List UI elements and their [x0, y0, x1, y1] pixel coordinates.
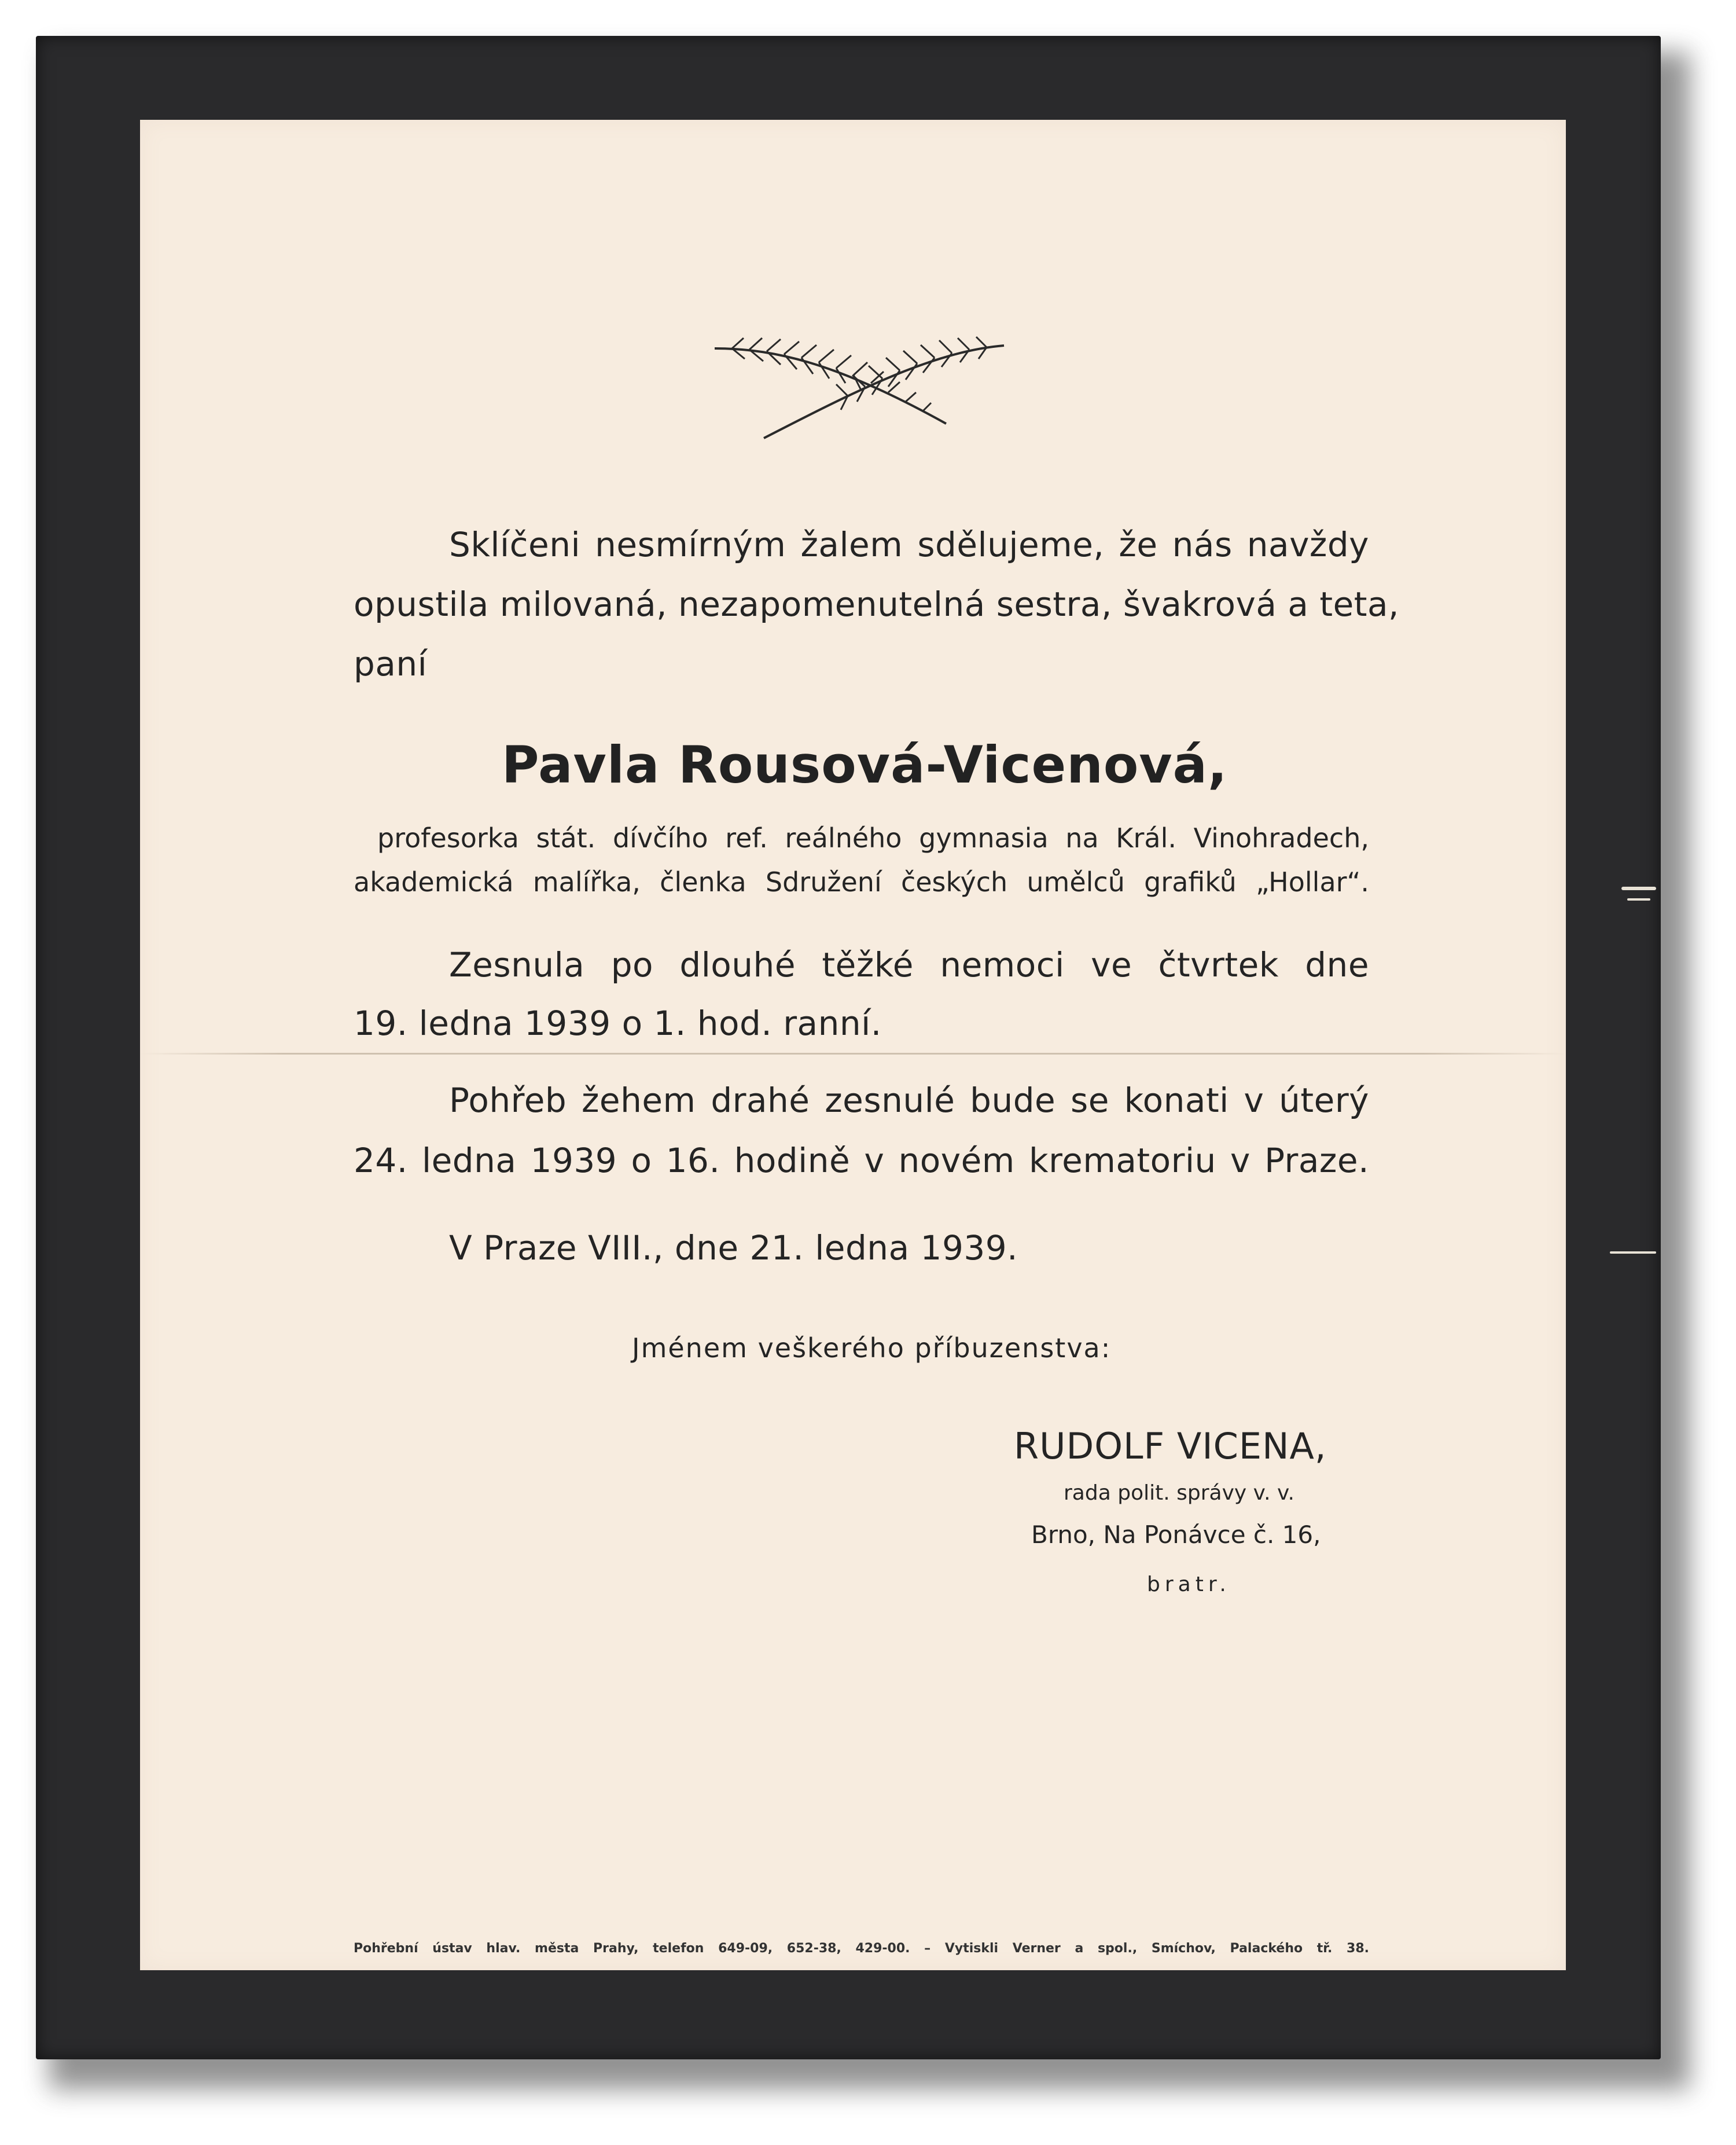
funeral-line-1: Pohřeb žehem drahé zesnulé bude se konati v úterý: [449, 1081, 1369, 1120]
intro-line-2: opustila milovaná, nezapomenutelná sestra, švakrová a teta,: [354, 585, 1399, 624]
deceased-name: Pavla Rousová-Vicenová,: [502, 735, 1228, 795]
signatory-relation: bratr.: [1147, 1573, 1231, 1596]
title-line-2: akademická malířka, členka Sdružení českých umělců grafiků „Hollar“.: [354, 866, 1369, 898]
title-line-1: profesorka stát. dívčího ref. reálného gymnasia na Král. Vinohradech,: [377, 822, 1369, 854]
intro-line-1: Sklíčeni nesmírným žalem sdělujeme, že nás navždy: [449, 525, 1369, 564]
paper-fold-line: [140, 1053, 1566, 1055]
signatory-address: Brno, Na Ponávce č. 16,: [1031, 1520, 1321, 1549]
death-line-1: Zesnula po dlouhé těžké nemoci ve čtvrtek dne: [449, 945, 1369, 985]
palm-fronds-icon: [709, 325, 1010, 441]
paper-tear-mark: [1621, 887, 1656, 890]
place-and-date: V Praze VIII., dne 21. ledna 1939.: [449, 1228, 1018, 1268]
intro-line-3: paní: [354, 644, 428, 684]
funeral-line-2: 24. ledna 1939 o 16. hodině v novém krematoriu v Praze.: [354, 1141, 1369, 1180]
printer-footer: Pohřební ústav hlav. města Prahy, telefon 649-09, 652-38, 429-00. – Vytiskli Verner a spol., Smíchov, Palackého tř. 38.: [354, 1941, 1369, 1956]
signatory-title: rada polit. správy v. v.: [1064, 1481, 1294, 1505]
paper-tear-mark: [1627, 898, 1650, 901]
death-line-2: 19. ledna 1939 o 1. hod. ranní.: [354, 1004, 882, 1043]
signatory-name: RUDOLF VICENA,: [1014, 1425, 1327, 1467]
on-behalf-line: Jménem veškerého příbuzenstva:: [632, 1332, 1112, 1364]
notice-paper: [140, 120, 1566, 1970]
paper-tear-mark: [1610, 1251, 1656, 1254]
